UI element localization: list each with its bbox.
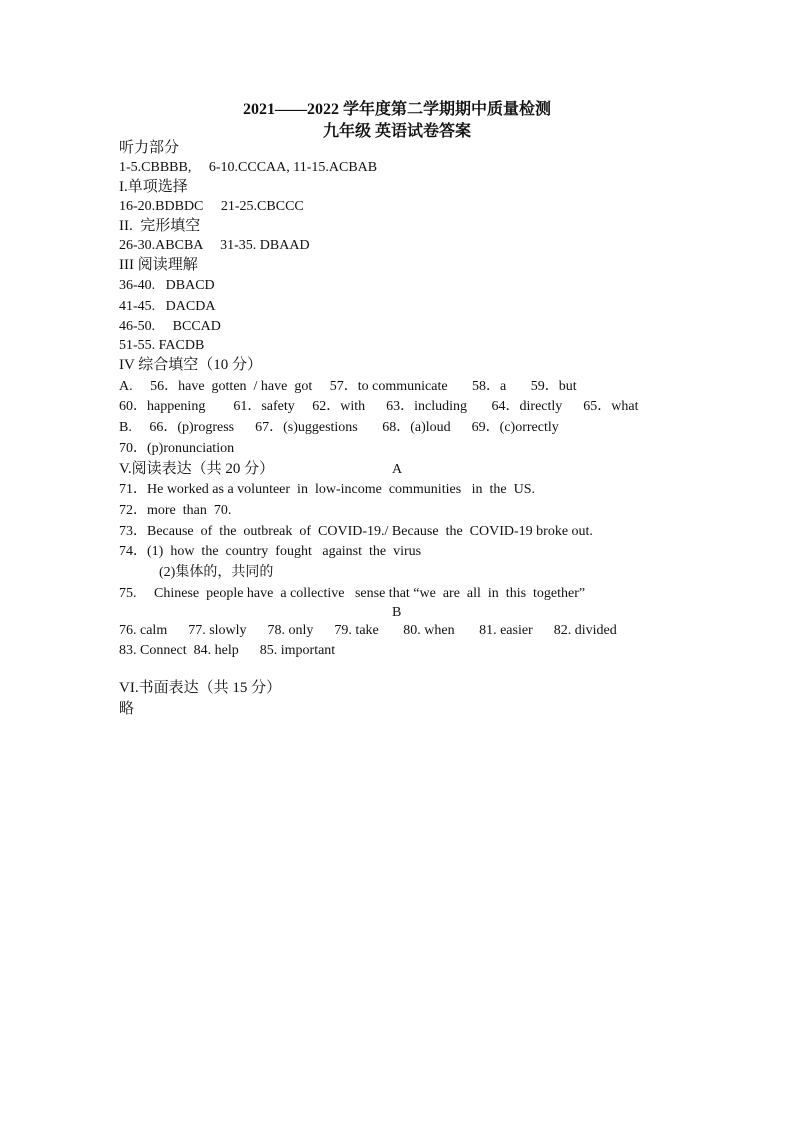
- section5-answer-72: 72．more than 70.: [119, 503, 232, 518]
- listening-answers: 1-5.CBBBB, 6-10.CCCAA, 11-15.ACBAB: [119, 160, 378, 175]
- section1-heading: I.单项选择: [119, 179, 188, 195]
- section5-part-b-row1: 76. calm 77. slowly 78. only 79. take 80. when 81. easier 82. divided: [119, 623, 617, 638]
- section6-heading: VI.书面表达（共 15 分）: [119, 680, 282, 696]
- document-title: 2021——2022 学年度第二学期期中质量检测: [242, 101, 551, 118]
- section2-heading: II. 完形填空: [119, 218, 201, 234]
- section3-row: 51-55. FACDB: [119, 338, 205, 353]
- section5-part-b-row2: 83. Connect 84. help 85. important: [119, 643, 336, 658]
- section5-part-b-label: B: [392, 605, 402, 620]
- section4-row-b: B. 66．(p)rogress 67．(s)uggestions 68．(a)loud 69．(c)orrectly: [119, 420, 559, 435]
- section3-row: 36-40. DBACD: [119, 278, 215, 293]
- section3-row: 41-45. DACDA: [119, 299, 216, 314]
- section4-row-70: 70．(p)ronunciation: [119, 441, 235, 456]
- section5-answer-71: 71．He worked as a volunteer in low-income communities in the US.: [119, 482, 536, 497]
- section4-heading: IV 综合填空（10 分）: [119, 357, 263, 373]
- listening-heading: 听力部分: [119, 140, 180, 156]
- section2-answers: 26-30.ABCBA 31-35. DBAAD: [119, 238, 310, 253]
- section5-answer-75: 75. Chinese people have a collective sense that “we are all in this together”: [119, 586, 586, 601]
- section5-answer-73: 73．Because of the outbreak of COVID-19./ Because the COVID-19 broke out.: [119, 524, 593, 539]
- section4-row-60: 60．happening 61．safety 62．with 63．including 64．directly 65．what: [119, 399, 639, 414]
- section1-answers: 16-20.BDBDC 21-25.CBCCC: [119, 199, 304, 214]
- section3-row: 46-50. BCCAD: [119, 319, 221, 334]
- section4-row-a: A. 56．have gotten / have got 57．to communicate 58．a 59．but: [119, 379, 577, 394]
- section3-heading: III 阅读理解: [119, 257, 198, 273]
- section5-heading: V.阅读表达（共 20 分）: [119, 461, 275, 477]
- section5-answer-74: 74．(1) how the country fought against the virus: [119, 544, 422, 559]
- section5-answer-74-part2: (2)集体的，共同的: [159, 565, 274, 580]
- section5-part-a-label: A: [392, 462, 403, 477]
- document-subtitle: 九年级 英语试卷答案: [322, 123, 471, 140]
- section6-answer: 略: [119, 701, 135, 717]
